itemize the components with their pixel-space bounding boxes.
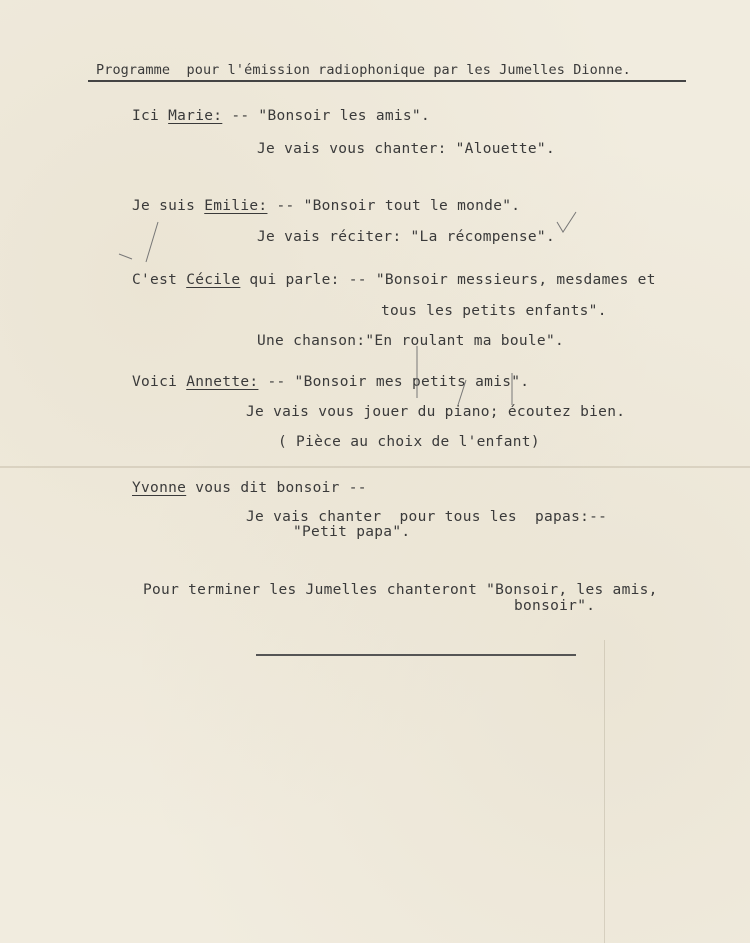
marie-prefix: Ici xyxy=(132,108,169,124)
marie-line-2: Je vais vous chanter: "Alouette". xyxy=(257,141,555,157)
emilie-greeting: -- "Bonsoir tout le monde". xyxy=(267,198,521,214)
emilie-name: Emilie: xyxy=(204,198,268,214)
marie-name: Marie: xyxy=(168,108,223,124)
document-title: Programme pour l'émission radiophonique par les Jumelles Dionne. xyxy=(96,62,631,78)
yvonne-line-2: Je vais chanter pour tous les papas:-- xyxy=(246,509,608,525)
yvonne-line-3: "Petit papa". xyxy=(293,524,411,540)
pencil-check xyxy=(557,212,576,232)
emilie-line-2: Je vais réciter: "La récompense". xyxy=(257,229,555,245)
closing-line-2: bonsoir". xyxy=(514,598,596,614)
cecile-name: Cécile xyxy=(186,272,241,288)
cecile-line-3: Une chanson:"En roulant ma boule". xyxy=(257,333,565,349)
cecile-prefix: C'est xyxy=(132,272,187,288)
annette-prefix: Voici xyxy=(132,374,187,390)
annette-greeting: -- "Bonsoir mes petits amis". xyxy=(258,374,530,390)
pencil-stroke xyxy=(119,254,132,259)
closing-line-1: Pour terminer les Jumelles chanteront "Bonsoir, les amis, xyxy=(143,582,658,598)
cecile-line-2: tous les petits enfants". xyxy=(381,303,607,319)
marie-greeting: -- "Bonsoir les amis". xyxy=(222,108,430,124)
annette-line-2: Je vais vous jouer du piano; écoutez bien. xyxy=(246,404,626,420)
emilie-prefix: Je suis xyxy=(132,198,205,214)
annette-name: Annette: xyxy=(186,374,259,390)
yvonne-name: Yvonne xyxy=(132,480,187,496)
cecile-greeting: qui parle: -- "Bonsoir messieurs, mesdames et xyxy=(240,272,656,288)
pencil-stroke xyxy=(146,222,158,262)
annette-line-3: ( Pièce au choix de l'enfant) xyxy=(278,434,540,450)
yvonne-greeting: vous dit bonsoir -- xyxy=(186,480,367,496)
pencil-stroke xyxy=(458,380,466,405)
